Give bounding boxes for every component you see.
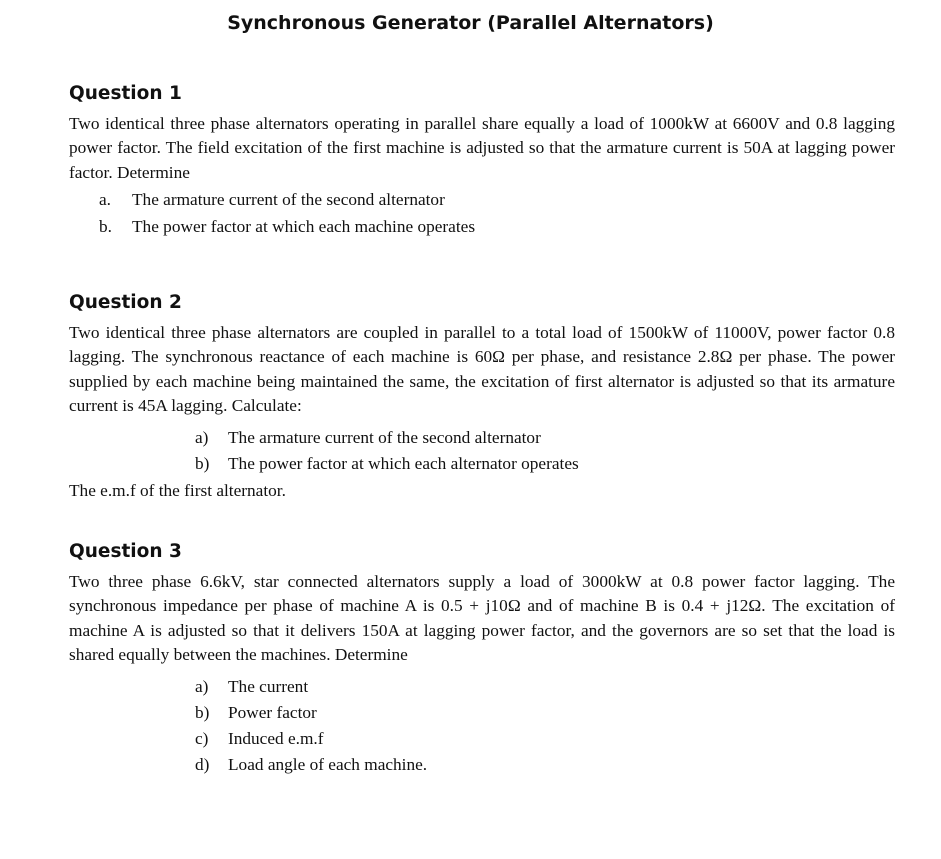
question-3-heading: Question 3 <box>69 541 182 562</box>
list-marker: b) <box>195 703 210 722</box>
question-2-heading: Question 2 <box>69 292 182 313</box>
list-marker: a) <box>195 677 209 696</box>
question-2-trailing-text: The e.m.f of the first alternator. <box>69 481 286 500</box>
list-item-text: The power factor at which each machine operates <box>132 217 476 236</box>
list-item-text: The armature current of the second alternator <box>132 190 445 209</box>
list-marker: a) <box>195 428 209 447</box>
list-item-text: Power factor <box>228 703 317 722</box>
list-marker: a. <box>99 190 111 209</box>
list-item-text: Load angle of each machine. <box>228 755 428 774</box>
question-1-heading: Question 1 <box>69 83 182 104</box>
list-marker: d) <box>195 755 210 774</box>
list-marker: c) <box>195 729 209 748</box>
page-title: Synchronous Generator (Parallel Alternators) <box>227 12 714 34</box>
list-item-text: Induced e.m.f <box>228 729 324 748</box>
list-item-text: The power factor at which each alternator operates <box>228 454 579 473</box>
list-marker: b. <box>99 217 112 236</box>
question-3-body: Two three phase 6.6kV, star connected alternators supply a load of 3000kW at 0.8 power factor lagging. The synchronous impedance per phase of machine A is 0.5 + j10Ω and of machine B is 0.4 + j12Ω. The excitation of machine A is adjusted so that it delivers 150A at lagging power factor, and the governors are so set that the load is shared equally between the machines. Determine <box>69 572 895 665</box>
list-item-text: The current <box>228 677 309 696</box>
question-2-body: Two identical three phase alternators are coupled in parallel to a total load of 1500kW of 11000V, power factor 0.8 lagging. The synchronous reactance of each machine is 60Ω per phase, and resistance 2.8Ω per phase. The power supplied by each machine being maintained the same, the excitation of first alternator is adjusted so that its armature current is 45A lagging. Calculate: <box>69 323 895 416</box>
list-item-text: The armature current of the second alternator <box>228 428 541 447</box>
list-marker: b) <box>195 454 210 473</box>
question-1-body: Two identical three phase alternators operating in parallel share equally a load of 1000kW at 6600V and 0.8 lagging power factor. The field excitation of the first machine is adjusted so that the armature current is 50A at lagging power factor. Determine <box>69 114 895 182</box>
